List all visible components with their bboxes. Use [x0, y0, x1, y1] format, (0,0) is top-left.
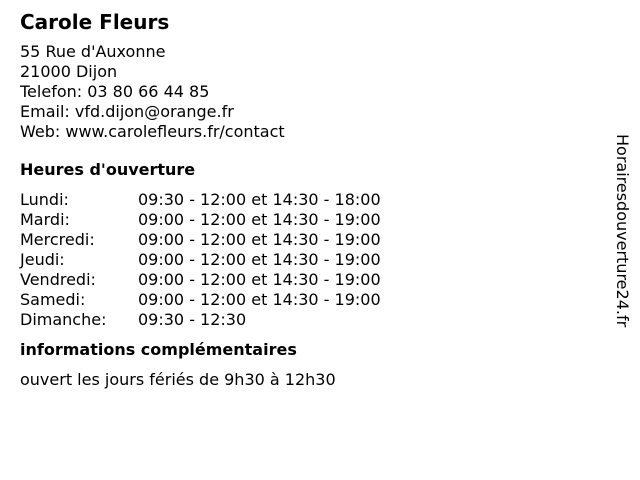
opening-hours-table	[20, 190, 600, 330]
day-label: Lundi:	[20, 190, 69, 209]
hours-row-samedi	[20, 290, 600, 310]
time-range: 09:00 - 12:00 et 14:30 - 19:00	[138, 230, 381, 249]
phone-number: Telefon: 03 80 66 44 85	[20, 82, 210, 101]
day-label: Jeudi:	[20, 250, 65, 269]
day-label: Mardi:	[20, 210, 70, 229]
business-card	[20, 10, 600, 390]
postal-city: 21000 Dijon	[20, 62, 118, 81]
street-address: 55 Rue d'Auxonne	[20, 42, 166, 61]
time-range: 09:00 - 12:00 et 14:30 - 19:00	[138, 290, 381, 309]
additional-info-heading: informations complémentaires	[20, 340, 297, 359]
address-block	[20, 42, 600, 142]
time-range: 09:30 - 12:00 et 14:30 - 18:00	[138, 190, 381, 209]
business-name: Carole Fleurs	[20, 10, 170, 34]
hours-row-vendredi	[20, 270, 600, 290]
time-range: 09:00 - 12:00 et 14:30 - 19:00	[138, 250, 381, 269]
email-address: Email: vfd.dijon@orange.fr	[20, 102, 234, 121]
site-watermark: Horairesdouverture24.fr	[613, 134, 632, 328]
hours-row-jeudi	[20, 250, 600, 270]
day-label: Vendredi:	[20, 270, 96, 289]
day-label: Samedi:	[20, 290, 86, 309]
hours-row-lundi	[20, 190, 600, 210]
additional-info-text: ouvert les jours fériés de 9h30 à 12h30	[20, 370, 336, 389]
hours-row-mardi	[20, 210, 600, 230]
hours-row-mercredi	[20, 230, 600, 250]
opening-hours-heading: Heures d'ouverture	[20, 160, 196, 179]
time-range: 09:00 - 12:00 et 14:30 - 19:00	[138, 270, 381, 289]
website-address: Web: www.carolefleurs.fr/contact	[20, 122, 285, 141]
day-label: Mercredi:	[20, 230, 95, 249]
time-range: 09:00 - 12:00 et 14:30 - 19:00	[138, 210, 381, 229]
hours-row-dimanche	[20, 310, 600, 330]
time-range: 09:30 - 12:30	[138, 310, 247, 329]
day-label: Dimanche:	[20, 310, 107, 329]
